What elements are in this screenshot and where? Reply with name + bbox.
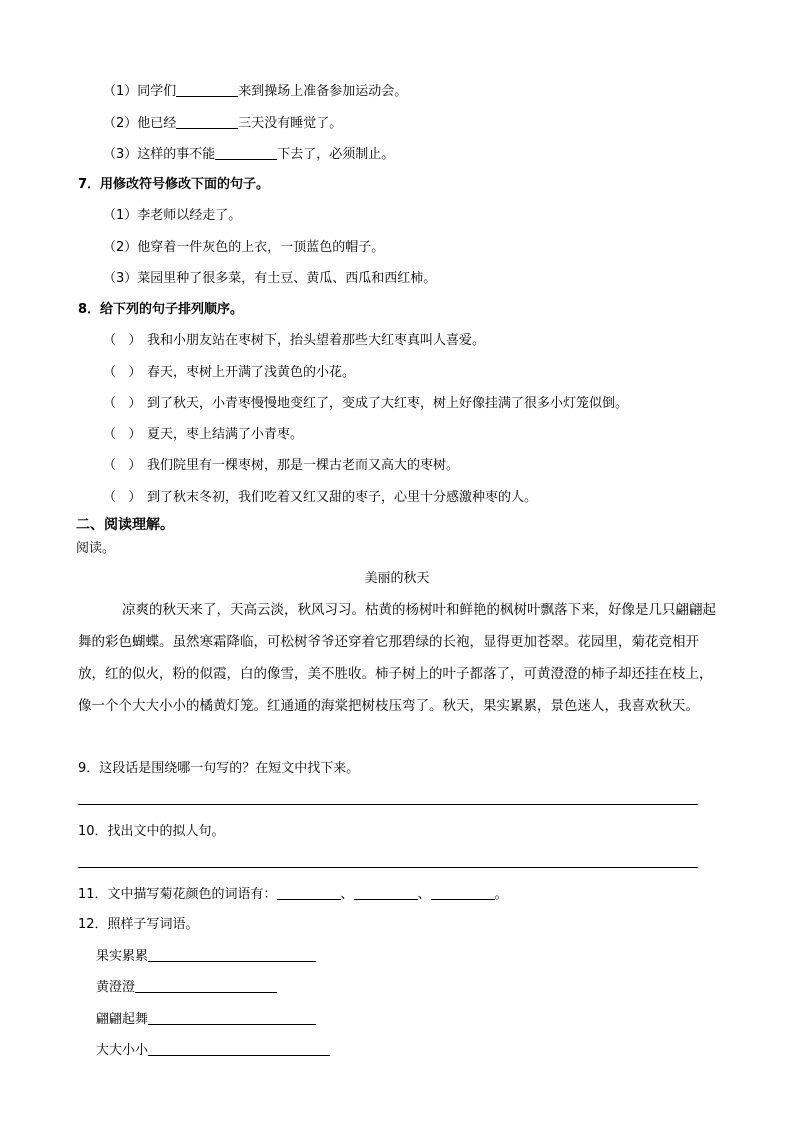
q8-order-item-5 xyxy=(103,457,459,475)
fill-blank-item-3 xyxy=(103,145,394,164)
q8-order-item-2 xyxy=(103,364,355,382)
answer-blank[interactable] xyxy=(176,114,238,129)
passage-title: 美丽的秋天 xyxy=(364,571,430,586)
word-example-3 xyxy=(96,1010,316,1029)
example-word: 翩翩起舞 xyxy=(96,1012,149,1027)
order-blank[interactable]: （ ） xyxy=(103,427,142,442)
fill-blank-item-1 xyxy=(103,82,407,101)
order-blank[interactable]: （ ） xyxy=(103,333,142,348)
question-8-title: 8．给下列的句子排列顺序。 xyxy=(78,302,244,317)
word-example-4 xyxy=(96,1041,330,1060)
answer-blank[interactable] xyxy=(215,145,277,160)
order-item-text: 春天，枣树上开满了浅黄色的小花。 xyxy=(147,365,356,380)
passage-text: 凉爽的秋天来了，天高云淡，秋风习习。枯黄的杨树叶和鲜艳的枫树叶飘落下来，好像是几只翩翩起舞的彩色蝴蝶。虽然寒霜降临，可松树爷爷还穿着它那碧绿的长袍，显得更加苍翠。花园里，菊花竞相开放，红的似火，粉的似霞，白的像雪，美不胜收。柿子树上的叶子都落了，可黄澄澄的柿子却还挂在枝上，像一个个大大小小的橘黄灯笼。红通通的海棠把树枝压弯了。秋天，果实累累，景色迷人，我喜欢秋天。 xyxy=(78,602,716,714)
section-2-intro: 阅读。 xyxy=(76,541,116,556)
question-11: 11．文中描写菊花颜色的词语有： 、 、 。 xyxy=(78,887,508,902)
item-text-before: （1）同学们 xyxy=(103,84,177,99)
answer-blank[interactable] xyxy=(148,1041,330,1056)
q7-sentence-1: （1）李老师以经走了。 xyxy=(103,208,242,223)
answer-blank[interactable] xyxy=(148,1010,316,1025)
answer-blank[interactable] xyxy=(176,82,238,97)
question-7-title: 7．用修改符号修改下面的句子。 xyxy=(78,177,270,192)
word-example-1 xyxy=(96,947,316,966)
item-text-after: 来到操场上准备参加运动会。 xyxy=(238,84,408,99)
answer-blank[interactable] xyxy=(277,885,341,900)
order-blank[interactable]: （ ） xyxy=(103,396,142,411)
answer-line[interactable] xyxy=(78,804,698,805)
order-item-text: 夏天，枣上结满了小青枣。 xyxy=(147,427,304,442)
q8-order-item-4 xyxy=(103,426,303,444)
order-item-text: 我和小朋友站在枣树下，抬头望着那些大红枣真叫人喜爱。 xyxy=(147,333,486,348)
item-text-before: （3）这样的事不能 xyxy=(103,147,216,162)
order-blank[interactable]: （ ） xyxy=(103,490,142,505)
answer-blank[interactable] xyxy=(431,885,495,900)
q7-sentence-2: （2）他穿着一件灰色的上衣，一顶蓝色的帽子。 xyxy=(103,240,385,255)
answer-blank[interactable] xyxy=(354,885,418,900)
order-blank[interactable]: （ ） xyxy=(103,365,142,380)
item-text-after: 下去了，必须制止。 xyxy=(277,147,395,162)
section-2-title: 二、阅读理解。 xyxy=(76,517,174,533)
q8-order-item-3 xyxy=(103,395,628,413)
example-word: 黄澄澄 xyxy=(96,980,136,995)
example-word: 大大小小 xyxy=(96,1043,149,1058)
example-word: 果实累累 xyxy=(96,949,149,964)
item-text-before: （2）他已经 xyxy=(103,116,177,131)
word-example-2 xyxy=(96,978,277,997)
order-blank[interactable]: （ ） xyxy=(103,458,142,473)
question-12-title: 12．照样子写词语。 xyxy=(78,917,199,932)
fill-blank-item-2 xyxy=(103,114,342,133)
q7-sentence-3: （3）菜园里种了很多菜，有土豆、黄瓜、西瓜和西红柿。 xyxy=(103,271,437,286)
answer-blank[interactable] xyxy=(135,978,277,993)
item-text-after: 三天没有睡觉了。 xyxy=(238,116,343,131)
order-item-text: 我们院里有一棵枣树，那是一棵古老而又高大的枣树。 xyxy=(147,458,460,473)
answer-blank[interactable] xyxy=(148,947,316,962)
question-11-prefix: 11．文中描写菊花颜色的词语有： xyxy=(78,887,277,902)
q8-order-item-6 xyxy=(103,489,537,507)
order-item-text: 到了秋末冬初，我们吃着又红又甜的枣子，心里十分感激种枣的人。 xyxy=(147,490,538,505)
answer-line[interactable] xyxy=(78,867,698,868)
order-item-text: 到了秋天，小青枣慢慢地变红了，变成了大红枣，树上好像挂满了很多小灯笼似倒。 xyxy=(147,396,629,411)
question-9-title: 9．这段话是围绕哪一句写的？在短文中找下来。 xyxy=(78,761,360,776)
q8-order-item-1 xyxy=(103,332,485,350)
question-10-title: 10．找出文中的拟人句。 xyxy=(78,824,225,839)
